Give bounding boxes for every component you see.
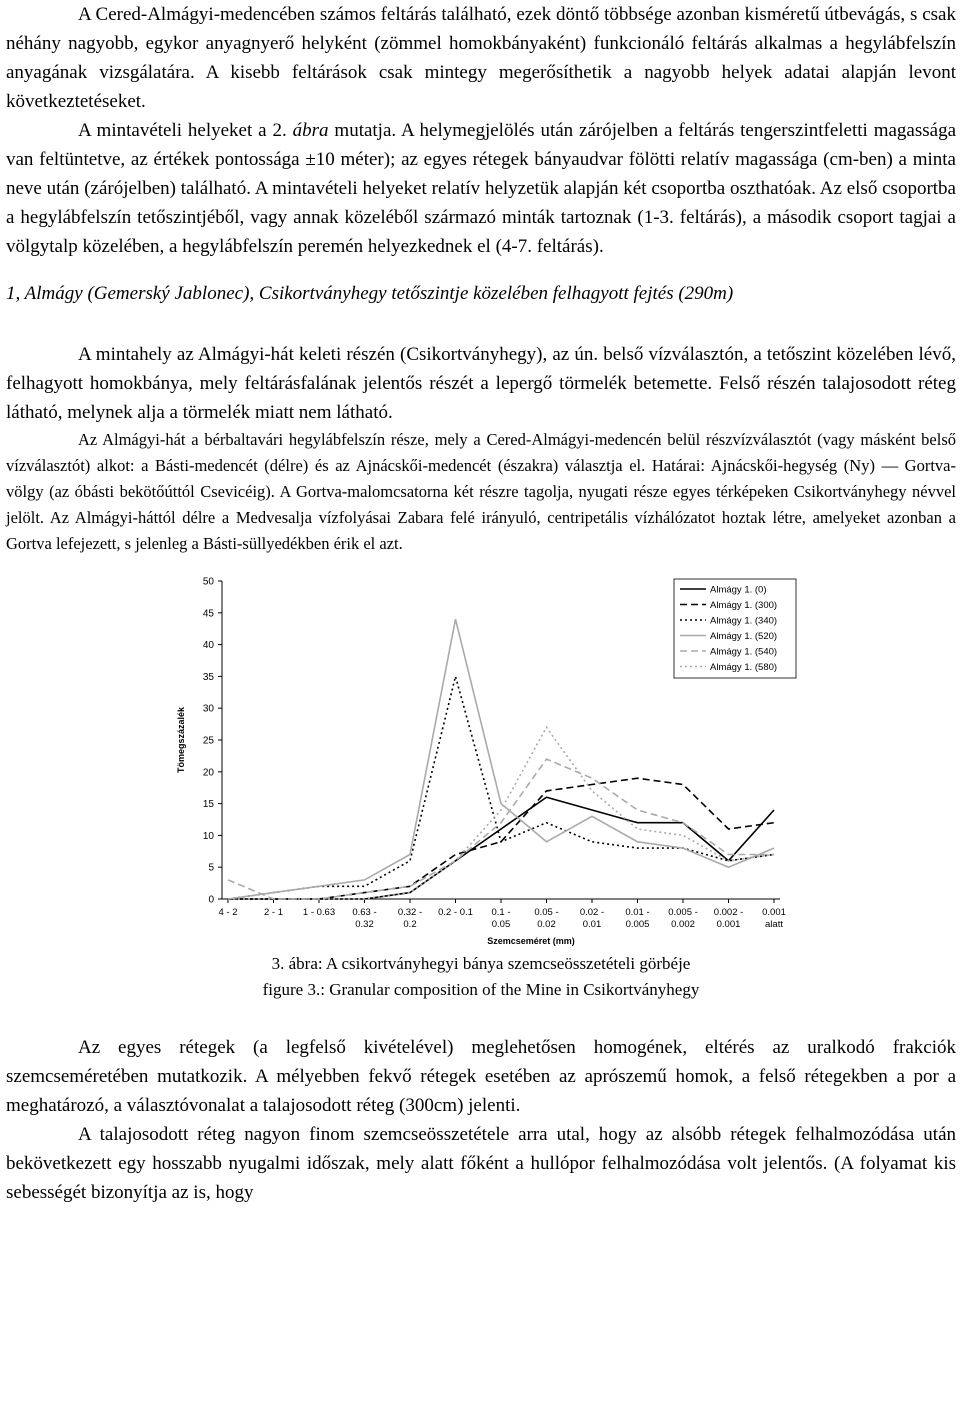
paragraph-soil-layer: A talajosodott réteg nagyon finom szemcseösszetétele arra utal, hogy az alsóbb rétegek felhalmozódása után bekövetkezett egy hosszabb nyugalmi időszak, mely alatt főként a hullópor felhalmozódása volt jelentős. (A folyamat kis sebességét bizonyítja az is, hogy (6, 1124, 956, 1203)
x-tick-label: 0.02 - (579, 907, 605, 918)
x-tick-label: 0.001 (762, 907, 786, 918)
paragraph-intro: A Cered-Almágyi-medencében számos feltárás található, ezek döntő többsége azonban kisméretű útbevágás, s csak néhány nagyobb, egykor anyagnyerő helyként (zömmel homokbányaként) funkcionáló feltárás alkalmas a hegylábfelszín anyagának vizsgálatára. A kisebb feltárások csak mintegy megerősíthetik a nagyobb helyek adatai alapján levont következtetéseket. (6, 4, 956, 112)
y-tick-label: 0 (208, 894, 214, 906)
x-tick-label: 0.005 - (668, 907, 698, 918)
y-tick-label: 15 (202, 799, 214, 811)
y-tick-label: 10 (202, 830, 214, 842)
x-tick-label: 4 - 2 (218, 907, 238, 918)
y-axis-label: Tömegszázalék (176, 706, 186, 774)
x-tick-label: 0.63 - (352, 907, 377, 918)
section-title: 1, Almágy (Gemerský Jablonec), Csikortványhegy tetőszintje közelében felhagyott fejtés (290m) (6, 283, 734, 304)
legend-entry: Almágy 1. (580) (710, 662, 778, 673)
x-tick-label: 2 - 1 (263, 907, 284, 918)
y-tick-label: 35 (202, 671, 214, 683)
caption-english: figure 3.: Granular composition of the Mine in Csikortványhegy (262, 980, 700, 999)
figure-reference: ábra (292, 120, 329, 141)
x-tick-label: 0.01 - (625, 907, 650, 918)
x-tick-label: 0.1 - (491, 907, 511, 918)
text-fragment: mutatja. A helymegjelölés után zárójelben a feltárás tengerszintfeletti magassága van feltüntetve, az értékek pontossága ±10 méter); az egyes rétegek bányaudvar fölötti relatív magassága (cm-ben) a minta neve után (zárójelben) található. A mintavételi helyeket relatív helyzetük alapján két csoportba oszthatóak. Az első csoportba a hegylábfelszín tetőszintjéből, vagy annak közeléből származó minták tartoznak (1-3. feltárás), a második csoport tagjai a völgytalp közelében, a hegylábfelszín peremén helyezkednek el (4-7. feltárás). (6, 120, 957, 257)
y-tick-label: 30 (202, 703, 214, 715)
x-tick-label: 1 - 0.63 (302, 907, 336, 918)
y-tick-label: 5 (208, 862, 214, 874)
paragraph-almagyi-hat: Az Almágyi-hát a bérbaltavári hegylábfelszín része, mely a Cered-Almágyi-medencén belül részvízválasztót (vagy másként belső vízválasztót) alkot: a Básti-medencét (délre) és az Ajnácskői-medencét (északra) választja el. Határai: Ajnácskői-hegység (Ny) — Gortva-völgy (az óbásti bekötőúttól Csevicéig). A Gortva-malomcsatorna két részre tagolja, nyugati része egyes térképeken Csikortványhegy névvel jelölt. Az Almágyi-háttól délre a Medvesalja vízfolyásai Zabara felé irányuló, centripetális vízhálózatot hoztak létre, amelyeket azonban a Gortva lefejezett, s jelenleg a Básti-süllyedékben érik el azt. (6, 430, 956, 553)
legend-entry: Almágy 1. (300) (710, 600, 778, 611)
series-line-1 (228, 778, 774, 899)
x-tick-label: 0.02 (537, 919, 556, 930)
paragraph-layers: Az egyes rétegek (a legfelső kivételével) meglehetősen homogének, eltérés az uralkodó frakciók szemcseméretében mutatkozik. A mélyebben fekvő rétegek esetében az aprószemű homok, a felső rétegekben a por a meghatározó, a választóvonalat a talajosodott réteg (300cm) jelenti. (6, 1037, 956, 1116)
legend-entry: Almágy 1. (0) (710, 584, 767, 596)
y-tick-label: 20 (202, 767, 214, 779)
x-tick-label: alatt (765, 919, 783, 930)
series-line-0 (228, 797, 774, 899)
figure-caption (6, 951, 956, 1003)
x-tick-label: 0.05 (491, 919, 511, 930)
x-tick-label: 0.001 (716, 919, 741, 930)
x-axis-label: Szemcseméret (mm) (487, 936, 575, 946)
grain-size-chart (6, 571, 956, 951)
legend-entry: Almágy 1. (520) (710, 631, 778, 642)
y-tick-label: 45 (202, 608, 214, 620)
x-tick-label: 0.2 - 0.1 (438, 907, 473, 918)
x-tick-label: 0.05 - (534, 907, 559, 918)
legend-entry: Almágy 1. (340) (710, 615, 778, 627)
y-tick-label: 40 (202, 640, 214, 652)
paragraph-sampling-sites (6, 116, 956, 261)
y-tick-label: 25 (202, 735, 214, 747)
document-page (6, 0, 956, 1207)
legend-entry: Almágy 1. (540) (710, 646, 778, 658)
x-tick-label: 0.002 (671, 919, 695, 930)
chart-svg (6, 571, 956, 951)
text-fragment: A mintavételi helyeket a 2. (78, 120, 293, 141)
x-tick-label: 0.005 (625, 919, 650, 930)
x-tick-label: 0.2 (403, 919, 417, 930)
series-line-2 (228, 676, 774, 899)
caption-hungarian: 3. ábra: A csikortványhegyi bánya szemcseösszetételi görbéje (271, 954, 691, 973)
paragraph-site-description: A mintahely az Almágyi-hát keleti részén (Csikortványhegy), az ún. belső vízválasztón, a tetőszint közelében lévő, felhagyott homokbánya, mely feltárásfalának jelentős részét a lepergő törmelék betemette. Felső részén talajosodott réteg látható, melynek alja a törmelék miatt nem látható. (6, 344, 956, 423)
y-tick-label: 50 (202, 576, 214, 588)
series-line-5 (228, 727, 774, 899)
x-tick-label: 0.32 - (397, 907, 423, 918)
x-tick-label: 0.32 (355, 919, 374, 930)
x-tick-label: 0.002 - (713, 907, 744, 918)
x-tick-label: 0.01 (582, 919, 602, 930)
